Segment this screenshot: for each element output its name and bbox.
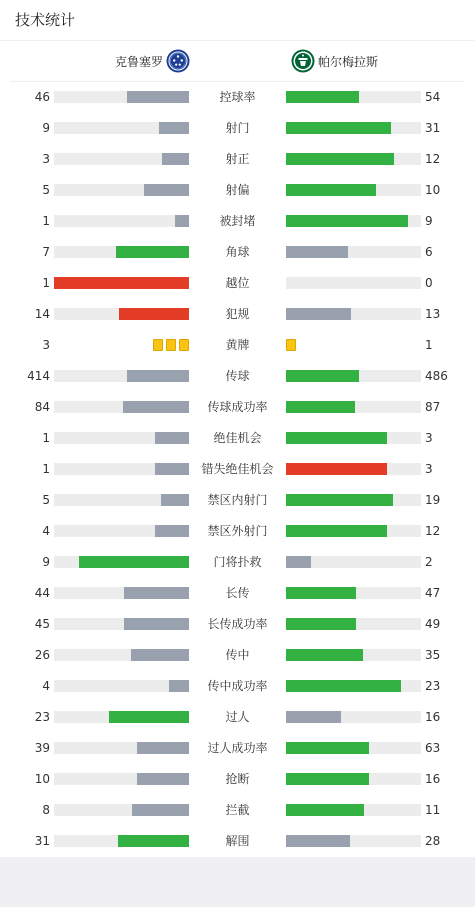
away-stat-value: 3 <box>425 462 433 476</box>
home-stat-bar <box>132 804 189 816</box>
stat-row <box>0 733 475 764</box>
stat-label: 被封堵 <box>219 214 256 228</box>
stat-row <box>0 206 475 237</box>
home-team-name: 克鲁塞罗 <box>114 54 163 69</box>
away-stat-value: 12 <box>425 152 441 166</box>
yellow-card-icon <box>166 339 176 351</box>
home-stat-bar <box>123 401 189 413</box>
stat-label: 禁区外射门 <box>207 524 268 538</box>
away-stat-value: 49 <box>425 617 441 631</box>
away-stat-bar-track <box>286 587 421 599</box>
away-stat-bar <box>286 91 359 103</box>
home-stat-bar <box>144 184 189 196</box>
home-stat-bar <box>54 277 189 289</box>
home-stat-bar <box>155 463 189 475</box>
home-stat-bar-track <box>54 742 189 754</box>
stat-row <box>0 826 475 857</box>
away-stat-bar <box>286 153 394 165</box>
stat-row <box>0 392 475 423</box>
home-stat-bar-track <box>54 184 189 196</box>
stat-label: 拦截 <box>225 803 250 817</box>
stat-row <box>0 702 475 733</box>
stat-row <box>0 485 475 516</box>
away-stat-bar <box>286 401 355 413</box>
home-stat-bar-track <box>54 153 189 165</box>
away-stat-bar-track <box>286 370 421 382</box>
away-stat-bar-track <box>286 463 421 475</box>
stat-label: 过人 <box>225 710 250 724</box>
away-stat-value: 47 <box>425 586 441 600</box>
home-stat-value: 8 <box>42 803 50 817</box>
stat-label: 传球成功率 <box>207 400 268 414</box>
away-stat-value: 63 <box>425 741 441 755</box>
away-stat-value: 23 <box>425 679 441 693</box>
home-stat-bar <box>161 494 189 506</box>
stat-row <box>0 764 475 795</box>
stat-label: 长传 <box>225 586 250 600</box>
away-stat-value: 3 <box>425 431 433 445</box>
away-team[interactable] <box>291 41 378 81</box>
away-stat-value: 16 <box>425 710 441 724</box>
home-stat-value: 3 <box>42 152 50 166</box>
stat-row <box>0 671 475 702</box>
home-stat-bar <box>127 370 189 382</box>
home-stat-value: 1 <box>42 462 50 476</box>
away-stat-bar-track <box>286 277 421 289</box>
away-stat-bar <box>286 618 356 630</box>
stat-row <box>0 237 475 268</box>
stat-label: 射偏 <box>225 183 250 197</box>
home-stat-bar <box>137 773 189 785</box>
stat-label: 禁区内射门 <box>207 493 268 507</box>
stat-row <box>0 454 475 485</box>
away-stat-bar <box>286 215 408 227</box>
stat-row <box>0 82 475 113</box>
away-stat-value: 35 <box>425 648 441 662</box>
home-stat-value: 7 <box>42 245 50 259</box>
home-stat-bar-track <box>54 525 189 537</box>
home-stat-value: 14 <box>34 307 50 321</box>
home-stat-bar-track <box>54 773 189 785</box>
home-stat-bar-track <box>54 556 189 568</box>
away-stat-bar <box>286 370 359 382</box>
home-stat-bar-track <box>54 711 189 723</box>
away-stat-value: 6 <box>425 245 433 259</box>
home-stat-bar <box>79 556 189 568</box>
home-stat-value: 84 <box>34 400 50 414</box>
home-stat-bar <box>137 742 189 754</box>
home-stat-value: 45 <box>34 617 50 631</box>
away-stat-bar <box>286 184 376 196</box>
home-stat-bar <box>119 308 189 320</box>
home-stat-bar <box>118 835 189 847</box>
stat-label: 射门 <box>225 121 250 135</box>
away-stat-bar <box>286 556 311 568</box>
away-stat-bar <box>286 463 387 475</box>
away-team-name: 帕尔梅拉斯 <box>318 54 379 69</box>
away-stat-value: 2 <box>425 555 433 569</box>
home-stat-value: 10 <box>34 772 50 786</box>
away-stat-bar <box>286 680 401 692</box>
stat-row <box>0 547 475 578</box>
stat-row <box>0 113 475 144</box>
home-stat-value: 4 <box>42 524 50 538</box>
home-stat-bar-track <box>54 91 189 103</box>
stat-label: 传球 <box>225 369 250 383</box>
home-stat-value: 46 <box>34 90 50 104</box>
away-stat-bar <box>286 432 387 444</box>
away-stat-bar <box>286 308 351 320</box>
home-stat-value: 9 <box>42 121 50 135</box>
home-stat-bar-track <box>54 587 189 599</box>
stat-label: 射正 <box>225 152 250 166</box>
away-stat-value: 31 <box>425 121 441 135</box>
away-stat-bar <box>286 773 369 785</box>
page-title: 技术统计 <box>15 11 76 29</box>
away-stat-value: 16 <box>425 772 441 786</box>
away-stat-bar-track <box>286 525 421 537</box>
home-stat-bar <box>155 525 189 537</box>
yellow-card-icon <box>179 339 189 351</box>
away-stat-bar-track <box>286 773 421 785</box>
home-stat-value: 1 <box>42 214 50 228</box>
home-team[interactable] <box>115 41 190 81</box>
home-stat-bar <box>109 711 189 723</box>
away-stat-bar <box>286 742 369 754</box>
stat-label: 长传成功率 <box>207 617 268 631</box>
away-stat-bar-track <box>286 122 421 134</box>
home-stat-bar <box>159 122 189 134</box>
home-stat-value: 5 <box>42 183 50 197</box>
away-stat-bar-track <box>286 618 421 630</box>
away-stat-value: 87 <box>425 400 441 414</box>
stat-row <box>0 640 475 671</box>
away-stat-value: 0 <box>425 276 433 290</box>
away-stat-bar <box>286 246 348 258</box>
away-stat-bar-track <box>286 215 421 227</box>
away-stat-bar-track <box>286 308 421 320</box>
away-stat-bar-track <box>286 153 421 165</box>
stat-label: 传中成功率 <box>207 679 268 693</box>
stat-label: 越位 <box>225 276 250 290</box>
home-stat-bar-track <box>54 680 189 692</box>
away-stat-bar <box>286 835 350 847</box>
away-stat-bar <box>286 649 363 661</box>
away-stat-value: 13 <box>425 307 441 321</box>
away-stat-bar-track <box>286 184 421 196</box>
stat-label: 传中 <box>225 648 250 662</box>
away-stat-bar-track <box>286 246 421 258</box>
stat-label: 黄牌 <box>225 338 250 352</box>
stat-row <box>0 299 475 330</box>
away-stat-bar-track <box>286 91 421 103</box>
away-stat-bar <box>286 525 387 537</box>
away-stat-bar-track <box>286 401 421 413</box>
cruzeiro-crest-icon <box>166 49 190 73</box>
home-stat-value: 4 <box>42 679 50 693</box>
home-stat-bar-track <box>54 463 189 475</box>
stat-row <box>0 268 475 299</box>
home-stat-bar-track <box>54 122 189 134</box>
away-stat-bar <box>286 494 393 506</box>
away-stat-bar <box>286 122 391 134</box>
home-stat-value: 44 <box>34 586 50 600</box>
away-yellow-cards <box>286 339 296 352</box>
home-stat-bar-track <box>54 215 189 227</box>
home-stat-bar-track <box>54 370 189 382</box>
home-stat-value: 9 <box>42 555 50 569</box>
stat-row <box>0 330 475 361</box>
stat-label: 抢断 <box>225 772 250 786</box>
stat-row <box>0 795 475 826</box>
stat-label: 绝佳机会 <box>213 431 262 445</box>
home-stat-bar <box>116 246 189 258</box>
away-stat-value: 12 <box>425 524 441 538</box>
stat-row <box>0 609 475 640</box>
home-stat-value: 5 <box>42 493 50 507</box>
home-yellow-cards <box>153 339 189 352</box>
away-stat-bar <box>286 804 364 816</box>
home-stat-value: 23 <box>34 710 50 724</box>
away-stat-bar-track <box>286 711 421 723</box>
home-stat-bar-track <box>54 308 189 320</box>
stat-label: 解围 <box>225 834 250 848</box>
home-stat-bar-track <box>54 246 189 258</box>
away-stat-bar-track <box>286 835 421 847</box>
away-stat-bar-track <box>286 804 421 816</box>
away-stat-value: 28 <box>425 834 441 848</box>
away-stat-bar-track <box>286 742 421 754</box>
home-stat-bar <box>175 215 189 227</box>
palmeiras-crest-icon <box>291 49 315 73</box>
away-stat-value: 1 <box>425 338 433 352</box>
away-stat-bar-track <box>286 680 421 692</box>
away-stat-bar-track <box>286 494 421 506</box>
away-stat-bar-track <box>286 649 421 661</box>
home-stat-bar-track <box>54 494 189 506</box>
stat-row <box>0 361 475 392</box>
stat-row <box>0 144 475 175</box>
home-stat-bar-track <box>54 401 189 413</box>
away-stat-bar-track <box>286 556 421 568</box>
away-stat-value: 9 <box>425 214 433 228</box>
stat-row <box>0 175 475 206</box>
stat-row <box>0 423 475 454</box>
away-stat-bar <box>286 587 356 599</box>
home-stat-bar <box>127 91 189 103</box>
stat-label: 过人成功率 <box>207 741 268 755</box>
home-stat-value: 39 <box>34 741 50 755</box>
stat-label: 犯规 <box>225 307 250 321</box>
home-stat-bar-track <box>54 277 189 289</box>
stats-list <box>0 82 475 857</box>
away-stat-bar-track <box>286 432 421 444</box>
home-stat-bar <box>124 618 189 630</box>
away-stat-value: 10 <box>425 183 441 197</box>
home-stat-bar-track <box>54 432 189 444</box>
stat-label: 角球 <box>225 245 250 259</box>
home-stat-value: 31 <box>34 834 50 848</box>
home-stat-bar <box>124 587 189 599</box>
home-stat-bar <box>155 432 189 444</box>
away-stat-value: 19 <box>425 493 441 507</box>
yellow-card-icon <box>153 339 163 351</box>
stat-label: 控球率 <box>219 90 256 104</box>
home-stat-value: 26 <box>34 648 50 662</box>
home-stat-bar <box>169 680 189 692</box>
stat-row <box>0 516 475 547</box>
home-stat-bar-track <box>54 649 189 661</box>
away-stat-value: 486 <box>425 369 448 383</box>
home-stat-value: 1 <box>42 431 50 445</box>
home-stat-bar <box>131 649 189 661</box>
home-stat-value: 414 <box>27 369 50 383</box>
away-stat-bar <box>286 711 341 723</box>
home-stat-bar-track <box>54 804 189 816</box>
home-stat-bar-track <box>54 835 189 847</box>
home-stat-bar-track <box>54 618 189 630</box>
yellow-card-icon <box>286 339 296 351</box>
stat-row <box>0 578 475 609</box>
teams-header <box>0 41 475 81</box>
away-stat-value: 54 <box>425 90 441 104</box>
away-stat-value: 11 <box>425 803 441 817</box>
stat-label: 门将扑救 <box>213 555 262 569</box>
home-stat-bar <box>162 153 189 165</box>
stat-label: 错失绝佳机会 <box>201 462 274 476</box>
home-stat-value: 3 <box>42 338 50 352</box>
home-stat-value: 1 <box>42 276 50 290</box>
